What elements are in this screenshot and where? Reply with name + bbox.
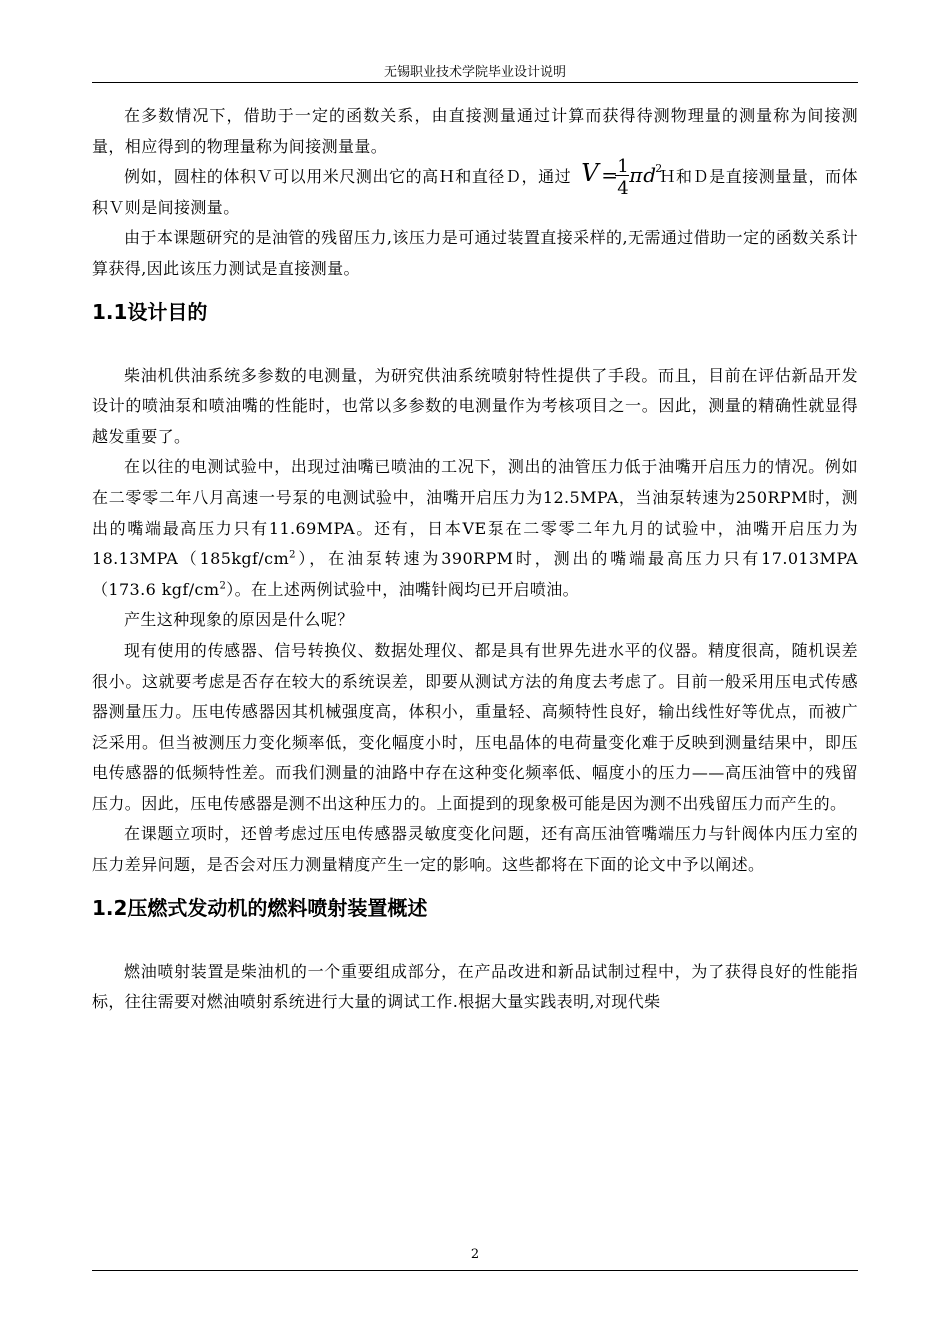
- formula-numerator: 1: [617, 155, 630, 177]
- past-tests-part-b: ），在油泵转速为390RPM时，测出的嘴端最高压力只有17.013MPA（173.6 kgf/cm: [92, 549, 858, 599]
- paragraph-cylinder-example: [92, 155, 858, 223]
- header-rule: [92, 82, 858, 83]
- page-body: [92, 101, 858, 1018]
- footer-rule: [92, 1270, 858, 1271]
- past-tests-part-c: ）。在上述两例试验中，油嘴针阀均已开启喷油。: [226, 579, 580, 599]
- paragraph-diesel-measurement: 柴油机供油系统多参数的电测量，为研究供油系统喷射特性提供了手段。而且，目前在评估新品开发设计的喷油泵和喷油嘴的性能时，也常以多参数的电测量作为考核项目之一。因此，测量的精确性就显得越发重要了。: [92, 365, 858, 446]
- cylinder-volume-formula: [581, 152, 663, 200]
- page-number: 2: [470, 1247, 480, 1262]
- paragraph-indirect-measurement: 在多数情况下，借助于一定的函数关系，由直接测量通过计算而获得待测物理量的测量称为间接测量，相应得到的物理量称为间接测量量。: [92, 106, 858, 156]
- cylinder-text-before: 例如，圆柱的体积Ｖ可以用米尺测出它的高Ｈ和直径Ｄ，通过: [124, 167, 572, 187]
- running-header: 无锡职业技术学院毕业设计说明: [383, 65, 566, 80]
- formula-equals: =: [601, 162, 619, 187]
- formula-denominator: 4: [617, 177, 630, 199]
- past-tests-part-a: 在以往的电测试验中，出现过油嘴已喷油的工况下，测出的油管压力低于油嘴开启压力的情况。例如在二零零二年八月高速一号泵的电测试验中，油嘴开启压力为12.5MPA，当油泵转速为250RPM时，测出的嘴端最高压力只有11.69MPA。还有，日本VE泵在二零零二年九月的试验中，油嘴开启压力为18.13MPA（185kgf/cm: [92, 457, 858, 569]
- paragraph-injection-overview: 燃油喷射装置是柴油机的一个重要组成部分，在产品改进和新品试制过程中，为了获得良好的性能指标，往往需要对燃油喷射系统进行大量的调试工作.根据大量实践表明,对现代柴: [92, 961, 858, 1012]
- superscript-2: 2: [219, 580, 227, 592]
- paragraph-direct-measurement: 由于本课题研究的是油管的残留压力,该压力是可通过装置直接采样的,无需通过借助一定的函数关系计算获得,因此该压力测试是直接测量。: [92, 228, 858, 278]
- formula-v: V: [581, 158, 599, 187]
- paragraph-question: 产生这种现象的原因是什么呢？: [124, 610, 354, 630]
- cylinder-text-after: Ｈ和Ｄ是直接测量量，而体积Ｖ则是间接测量。: [92, 167, 858, 217]
- formula-d: d: [643, 162, 657, 187]
- paragraph-project-scope: 在课题立项时，还曾考虑过压电传感器灵敏度变化问题，还有高压油管嘴端压力与针阀体内压力室的压力差异问题，是否会对压力测量精度产生一定的影响。这些都将在下面的论文中予以阐述。: [92, 824, 858, 875]
- section-heading-1-2: 1.2压燃式发动机的燃料喷射装置概述: [92, 895, 428, 920]
- paragraph-past-tests: [92, 452, 858, 605]
- superscript-2: 2: [289, 549, 296, 561]
- formula-exponent: 2: [655, 161, 663, 175]
- section-heading-1-1: 1.1设计目的: [92, 299, 208, 324]
- formula-pi: π: [629, 162, 643, 187]
- paragraph-sensor-analysis: 现有使用的传感器、信号转换仪、数据处理仪、都是具有世界先进水平的仪器。精度很高，随机误差很小。这就要考虑是否存在较大的系统误差，即要从测试方法的角度去考虑了。目前一般采用压电式传感器测量压力。压电传感器因其机械强度高，体积小，重量轻、高频特性良好，输出线性好等优点，而被广泛采用。但当被测压力变化频率低，变化幅度小时，压电晶体的电荷量变化难于反映到测量结果中，即压电传感器的低频特性差。而我们测量的油路中存在这种变化频率低、幅度小的压力——高压油管中的残留压力。因此，压电传感器是测不出这种压力的。上面提到的现象极可能是因为测不出残留压力而产生的。: [92, 640, 858, 813]
